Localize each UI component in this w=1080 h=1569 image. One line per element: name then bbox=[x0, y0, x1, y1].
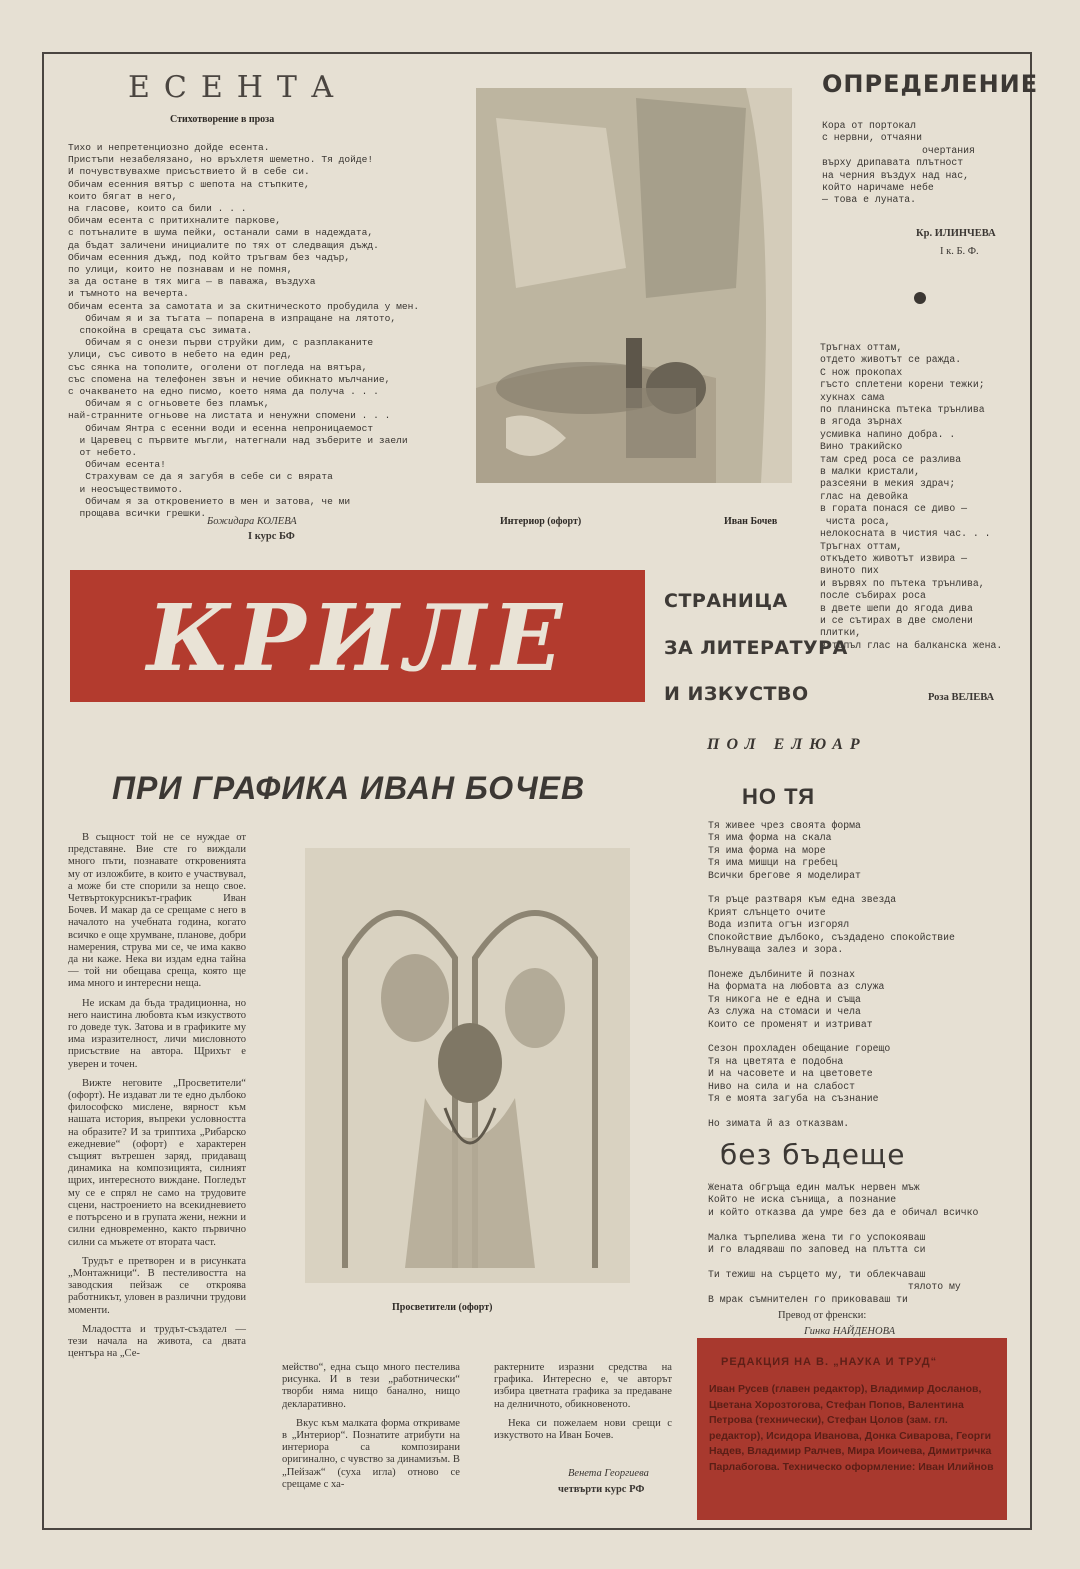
editorial-title: РЕДАКЦИЯ НА В. „НАУКА И ТРУД“ bbox=[721, 1356, 938, 1368]
article-column-3 bbox=[494, 1362, 672, 1449]
article-column-2 bbox=[282, 1362, 460, 1498]
eluard-title-1: НО ТЯ bbox=[742, 784, 816, 809]
article-paragraph: Нека си пожелаем нови срещи с изкуството на Иван Бочев. bbox=[494, 1417, 672, 1442]
esenta-title: ЕСЕНТА bbox=[128, 70, 348, 105]
velova-poem: Тръгнах оттам, отдето животът се ражда. С нож прокопах гъсто сплетени корени тежки; хукнах сама по планинска пътека трънлива в ягода зърнах усмивка напино добра. . Вино тракийско там сред роса се разлива в малки кристали, разсеяни в мекия здрач; глас на девойка в гората понася се диво — чиста роса, нелокосната в чистия час. . . Тръгнах оттам, откъдето животът извира — виното пих и вървях по пътека трънлива, после събирах роса в двете шепи до ягода дива и се сътирах в две смолени плитки, в топъл глас на балканска жена. bbox=[820, 342, 1003, 651]
interior-artist: Иван Бочев bbox=[724, 516, 778, 527]
translator-label: Превод от френски: bbox=[778, 1310, 867, 1321]
editorial-box bbox=[697, 1338, 1007, 1520]
separator-dot bbox=[914, 292, 926, 304]
esenta-subtitle: Стихотворение в проза bbox=[170, 114, 275, 125]
article-paragraph: Вкус към малката форма откриваме в „Интериор“. Познатите атрибути на интериора са композирани оригинално, с чувство за динамизъм. В „Пейзаж“ (суха игла) отново се срещаме с ха- bbox=[282, 1417, 460, 1490]
translator-name: Гинка НАЙДЕНОВА bbox=[804, 1326, 896, 1337]
opredelenie-poem: Кора от портокал с нервни, отчаяни очертания върху дрипавата плътност на черния въздух над нас, който наричаме небе — това е луната. bbox=[822, 120, 975, 206]
esenta-text: Тихо и непретенциозно дойде есента. Пристъпи незабелязано, но връхлетя шеметно. Тя дойде! И почувствувахме присъствието й в себе си. Обичам есенния вятър с шепота на стъпките, които бягат в него, на гласове, които са били . . . Обичам есента с притихналите паркове, с потъналите в шума пейки, останали сами в надеждата, да бъдат заличени инициалите по тях от следващия дъжд. Обичам есенния дъжд, под който тръгвам без чадър, по улици, които не познавам и не помня, за да остане в тях мига — в паважа, въздуха и тъмното на вечерта. Обичам есента за самотата и за скитническото пробудила у мен. Обичам я и за тъгата — попарена в изпращане на лятото, спокойна в срещата със зимата. Обичам я с онези първи струйки дим, с разплаканите улици, със сивото в небето на един ред, със сянка на тополите, оголени от погледа на вятъра, със спомена на телефонен звън и нечие обикнато мълчание, с очакването на едно писмо, което няма да получа . . . Обичам я с огньовете без пламък, най-странните огньове на листата и ненужни спомени . . . Обичам Янтра с есенни води и есенна непроницаемост и Царевец с първите мъгли, натегнали над зъберите и заели от небето. Обичам есента! Страхувам се да я загубя в себе си с вярата и неосъществимото. Обичам я за откровението в мен и затова, че ми прощава всички грешки. bbox=[68, 142, 420, 520]
prosvetiteli-etching-image bbox=[305, 848, 630, 1283]
interior-etching-drawing bbox=[476, 88, 792, 483]
prosvetiteli-etching-drawing bbox=[305, 848, 630, 1283]
eluard-title-2: без бъдеще bbox=[720, 1138, 906, 1171]
masthead-subtitle-line1: СТРАНИЦА bbox=[664, 590, 788, 612]
interior-etching-image bbox=[476, 88, 792, 483]
opredelenie-author: Кр. ИЛИНЧЕВА bbox=[916, 228, 996, 239]
esenta-author-course: I курс БФ bbox=[248, 531, 295, 542]
article-author-course: четвърти курс РФ bbox=[558, 1484, 645, 1495]
article-author: Венета Георгиева bbox=[568, 1468, 649, 1479]
article-headline: ПРИ ГРАФИКА ИВАН БОЧЕВ bbox=[112, 770, 586, 806]
opredelenie-title: ОПРЕДЕЛЕНИЕ bbox=[822, 70, 1039, 98]
article-paragraph: Трудът е претворен и в рисунката „Монтажници“. В пестеливостта на заводския пейзаж се откроява работникът, уловен в различни трудови моменти. bbox=[68, 1255, 246, 1316]
velova-author: Роза ВЕЛЕВА bbox=[928, 692, 995, 703]
eluard-poem-2: Жената обгръща един малък нервен мъж Който не иска сънища, а познание и който отказва да умре без да е обичал всичко Малка търпелива жена ти го успокояваш И го владяваш по заповед на плътта си Ти тежиш на сърцето му, ти облекчаваш тялото му В мрак съмнителен го приковаваш ти bbox=[708, 1182, 979, 1305]
eluard-poet-name: ПОЛ ЕЛЮАР bbox=[707, 736, 867, 753]
opredelenie-author-course: I к. Б. Ф. bbox=[940, 246, 979, 257]
editorial-staff: Иван Русев (главен редактор), Владимир Досланов, Цветана Хорозтогова, Стефан Попов, Валентина Петрова (технически), Стефан Цолов (зам. гл. редактор), Исидора Иванова, Донка Сиварова, Георги Надев, Владимир Ралчев, Мира Иоичева, Димитричка Парлабогова. Техническо оформление: Иван Илийнов bbox=[709, 1383, 994, 1473]
masthead-subtitle-line2: ЗА ЛИТЕРАТУРА bbox=[664, 637, 848, 659]
article-paragraph: В същност той не се нуждае от представяне. Вие сте го виждали много пъти, познавате откровенията му от изложбите, в които е участвувал, а може би сте спорили за нещо свое. Четвъртокурсникът-график Иван Бочев. И макар да се срещаме с него в началото на учебната година, когато всичко е още хрумване, планове, добри намерения, струва ми се, че има какво да ни каже. Нека ви издам една тайна — той ни обещава среща, която ще има много и интересни неща. bbox=[68, 832, 246, 990]
eluard-poem-1: Тя живее чрез своята форма Тя има форма на скала Тя има форма на море Тя има мишци на гребец Всички брегове я моделират Тя ръце разтваря към една звезда Крият слънцето очите Вода изпита огън изгорял Спокойствие дълбоко, създадено спокойствие Вълнуваща залез и зора. Понеже дълбините й познах На формата на любовта аз служа Тя никога не е една и съща Аз служа на стомаси и чела Които се променят и изтриват Сезон прохладен обещание горещо Тя на цветята е подобна И на часовете и на цветовете Ниво на сила и на слабост Тя е моята загуба на съзнание Но зимата й аз отказвам. bbox=[708, 820, 955, 1129]
esenta-author: Божидара КОЛЕВА bbox=[207, 516, 297, 527]
krile-logo: КРИЛЕ bbox=[146, 584, 569, 692]
prosvetiteli-caption: Просветители (офорт) bbox=[392, 1302, 493, 1313]
article-paragraph: Младостта и трудът-създател — тези начала на живота, са двата центъра на „Се- bbox=[68, 1323, 246, 1360]
krile-masthead-box bbox=[70, 570, 645, 702]
interior-caption: Интериор (офорт) bbox=[500, 516, 582, 527]
article-paragraph: мейство“, една също много пестелива рисунка. И в тези „работнически“ творби няма нищо банално, нищо декларативно. bbox=[282, 1362, 460, 1410]
article-paragraph: Вижте неговите „Просветители“ (офорт). Не издават ли те едно дълбоко философско мислене, вярност към нашата история, въпреки условността на образите? И за триптиха „Рибарско ежедневие“ (офорт) е характерен същият вътрешен заряд, придаващ динамика на композицията, силният щрих, интересното виждане. Погледът му се е спрял не само на трудовите сцени, настроението на всекидневието е потърсено и в групата жени, нежни и силни едновременно, както първично силни са мъжете от втората част. bbox=[68, 1077, 246, 1248]
article-column-1 bbox=[68, 832, 246, 1367]
article-paragraph: рактерните изразни средства на графика. Интересно е, че авторът избира цветната графика за предаване на делничното, обикновеното. bbox=[494, 1362, 672, 1410]
article-paragraph: Не искам да бъда традиционна, но него наистина любовта към изкуството го доведе тук. Затова и в графиките му има изразителност, личи мисловното присъствие на автора. Щрихът е уверен и точен. bbox=[68, 997, 246, 1070]
masthead-subtitle-line3: И ИЗКУСТВО bbox=[664, 683, 809, 705]
